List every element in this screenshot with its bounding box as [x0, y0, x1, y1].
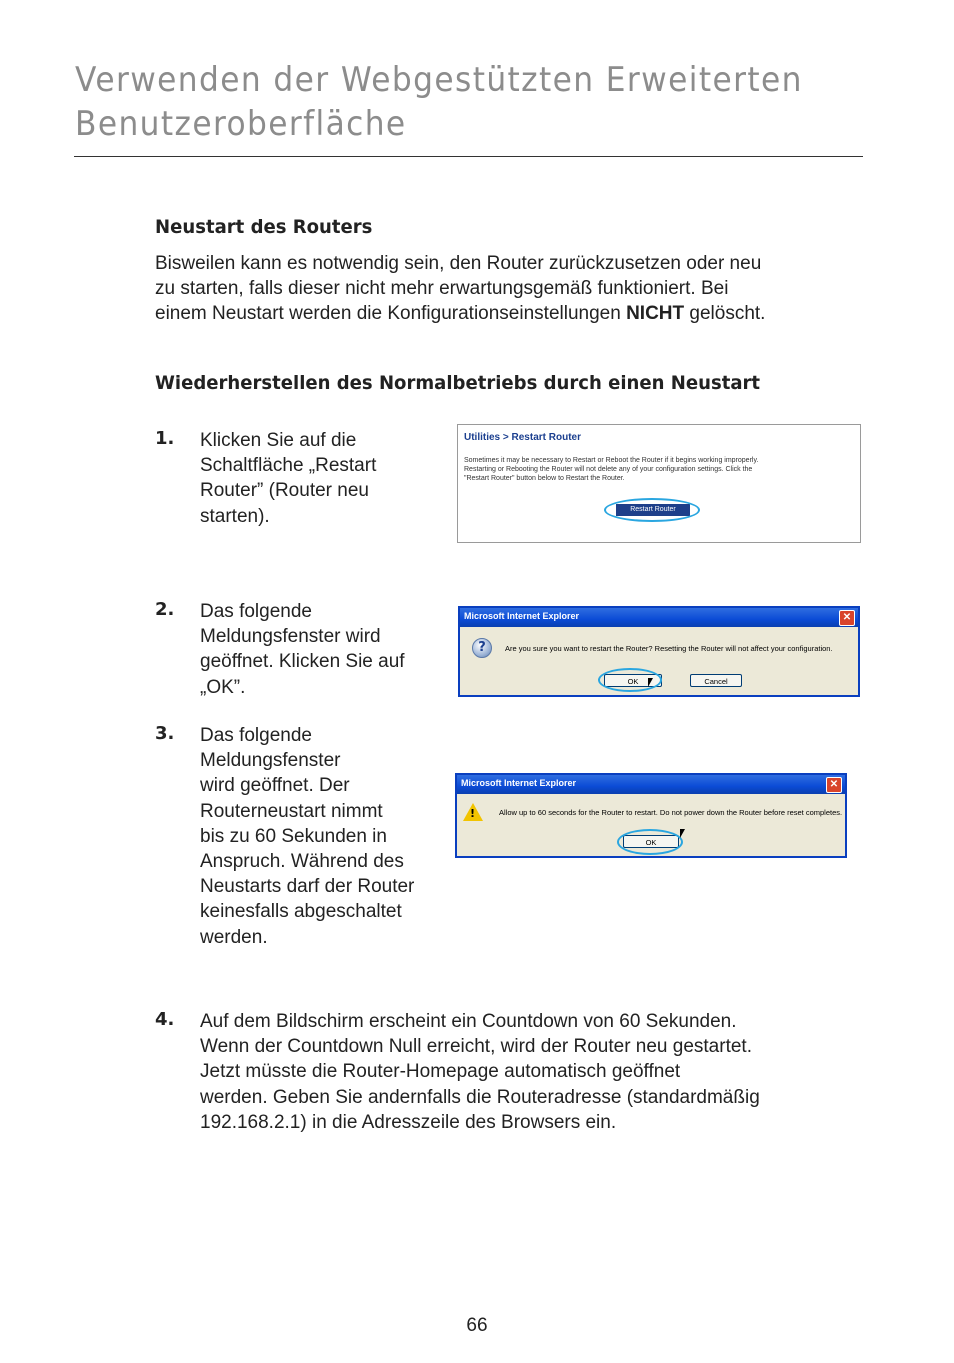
- page-title-line-1: Verwenden der Webgestützten Erweiterten: [75, 60, 803, 100]
- section-heading-procedure: Wiederherstellen des Normalbetriebs durch einen Neustart: [155, 372, 761, 394]
- highlight-ring: [604, 498, 700, 522]
- step-4-line: Auf dem Bildschirm erscheint ein Countdown von 60 Sekunden.: [200, 1011, 737, 1032]
- step-3-text: [200, 723, 450, 950]
- restart-notice-dialog: [455, 773, 847, 858]
- step-3-line: Meldungsfenster: [200, 750, 341, 772]
- intro-line-3-start: einem Neustart werden die Konfigurationseinstellungen: [155, 303, 627, 324]
- ok-button[interactable]: OK: [604, 674, 662, 687]
- step-2-line: Meldungsfenster wird: [200, 626, 381, 648]
- step-3-line: werden.: [200, 926, 268, 948]
- step-1-text: [200, 428, 445, 529]
- step-1-line: Router” (Router neu: [200, 480, 369, 502]
- step-1-line: Schaltfläche „Restart: [200, 455, 377, 477]
- intro-bold-nicht: NICHT: [626, 303, 685, 324]
- step-2-line: geöffnet. Klicken Sie auf: [200, 651, 405, 673]
- close-icon[interactable]: ✕: [826, 777, 842, 793]
- question-icon: ?: [472, 638, 492, 658]
- restart-description-line: "Restart Router" button below to Restart the Router.: [464, 475, 625, 482]
- restart-router-screenshot: [457, 424, 861, 543]
- step-4-line: werden. Geben Sie andernfalls die Routeradresse (standardmäßig: [200, 1086, 760, 1108]
- restart-description-line: Restarting or Rebooting the Router will not delete any of your configuration settings. Click the: [464, 466, 753, 473]
- step-4-line: Wenn der Countdown Null erreicht, wird der Router neu gestartet.: [200, 1036, 752, 1058]
- title-divider: [74, 156, 863, 157]
- page-title-line-2: Benutzeroberfläche: [75, 104, 407, 144]
- restart-breadcrumb: Utilities > Restart Router: [464, 432, 581, 443]
- section-heading-restart: Neustart des Routers: [155, 216, 373, 238]
- close-icon[interactable]: ✕: [839, 610, 855, 626]
- step-2-line: Das folgende: [200, 601, 312, 622]
- step-4-line: Jetzt müsste die Router-Homepage automatisch geöffnet: [200, 1061, 681, 1083]
- cancel-button[interactable]: Cancel: [690, 674, 742, 687]
- page-number: 66: [466, 1315, 488, 1336]
- ok-button[interactable]: OK: [623, 835, 679, 848]
- intro-line-1: Bisweilen kann es notwendig sein, den Router zurückzusetzen oder neu: [155, 253, 762, 274]
- intro-line-2: zu starten, falls dieser nicht mehr erwartungsgemäß funktioniert. Bei: [155, 278, 729, 299]
- mouse-cursor-icon: [680, 829, 685, 838]
- intro-paragraph: [155, 251, 895, 326]
- warning-exclamation: !: [470, 807, 476, 820]
- restart-description: [464, 456, 844, 483]
- highlight-ring: [617, 829, 683, 855]
- step-1-line: Klicken Sie auf die: [200, 430, 357, 451]
- step-3-line: wird geöffnet. Der: [200, 775, 350, 797]
- step-3-line: Routerneustart nimmt: [200, 800, 383, 822]
- restart-description-line: Sometimes it may be necessary to Restart or Reboot the Router if it begins working improperly.: [464, 457, 759, 464]
- step-1-line: starten).: [200, 505, 270, 527]
- step-4-text: [200, 1009, 900, 1135]
- dialog-message: Allow up to 60 seconds for the Router to restart. Do not power down the Router before reset completes.: [499, 808, 843, 817]
- restart-router-button[interactable]: Restart Router: [616, 504, 690, 516]
- step-3-line: Das folgende: [200, 725, 312, 746]
- mouse-cursor-icon: [648, 678, 653, 687]
- page-title: [75, 58, 811, 146]
- step-2-text: [200, 599, 445, 700]
- step-3-line: bis zu 60 Sekunden in: [200, 825, 387, 847]
- step-2-line: „OK”.: [200, 676, 246, 698]
- dialog-title: Microsoft Internet Explorer: [461, 778, 577, 788]
- dialog-titlebar: [457, 775, 845, 794]
- dialog-titlebar: [460, 608, 858, 627]
- step-4-line: 192.168.2.1) in die Adresszeile des Browsers ein.: [200, 1111, 617, 1133]
- intro-line-3-end: gelöscht.: [684, 303, 766, 324]
- dialog-message: Are you sure you want to restart the Router? Resetting the Router will not affect your configuration.: [505, 644, 833, 653]
- dialog-title: Microsoft Internet Explorer: [464, 611, 580, 621]
- step-3-line: keinesfalls abgeschaltet: [200, 901, 402, 923]
- intro-line-3: [155, 301, 895, 326]
- step-3-line: Neustarts darf der Router: [200, 876, 415, 898]
- step-2-number: 2.: [155, 599, 175, 620]
- step-3-number: 3.: [155, 723, 175, 744]
- step-1-number: 1.: [155, 428, 175, 449]
- step-3-line: Anspruch. Während des: [200, 851, 404, 873]
- confirm-restart-dialog: [458, 606, 860, 697]
- step-4-number: 4.: [155, 1009, 175, 1030]
